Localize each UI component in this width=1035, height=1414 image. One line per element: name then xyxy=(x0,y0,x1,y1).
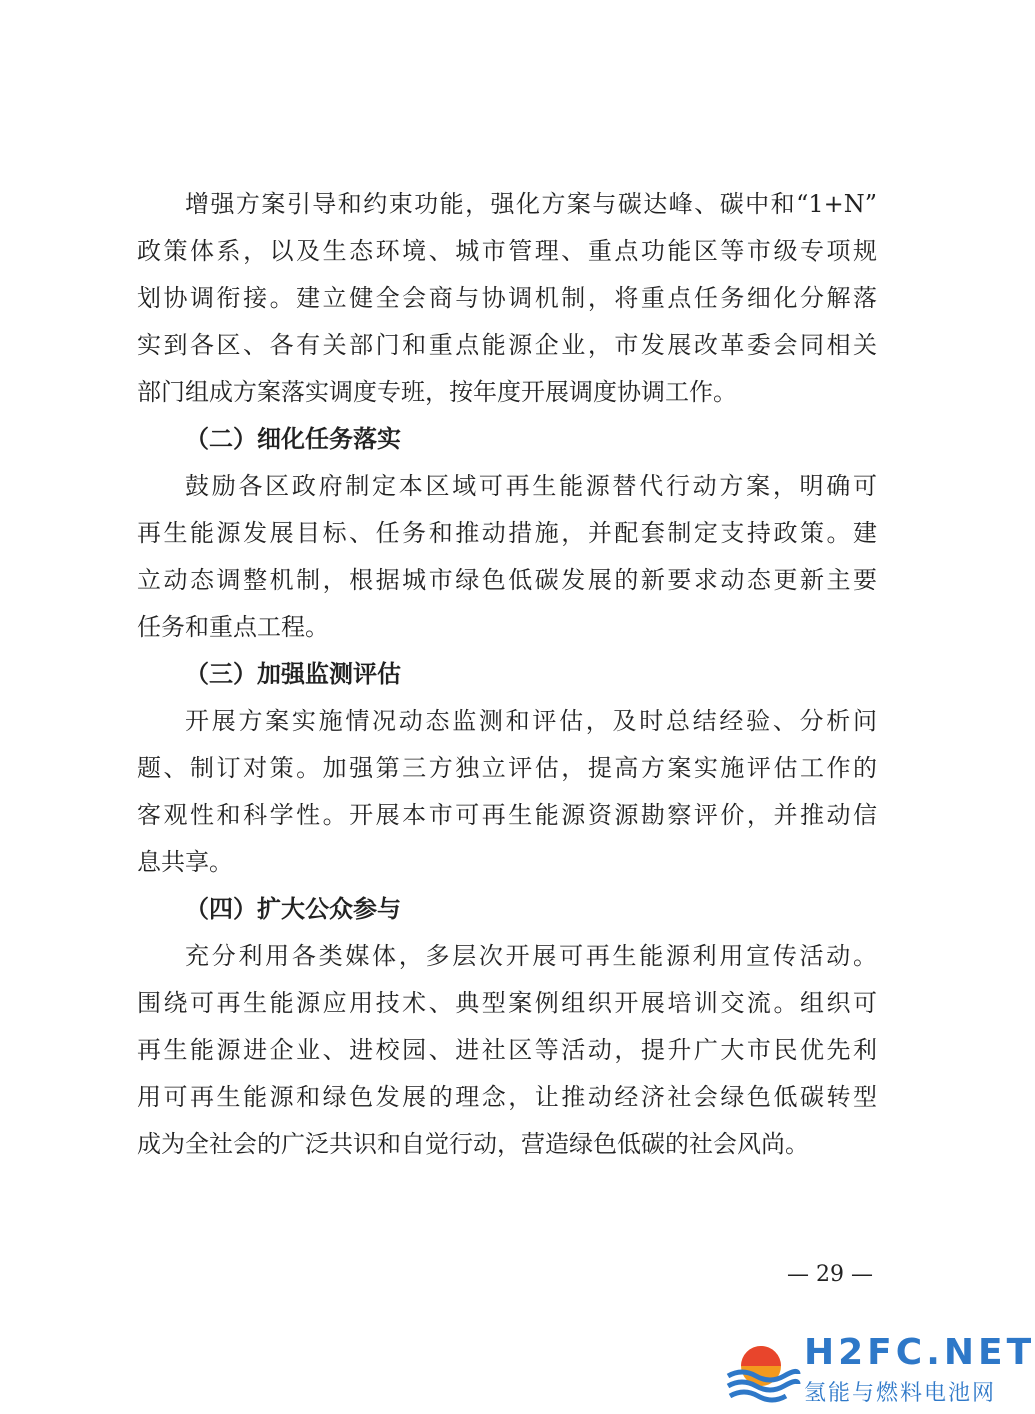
watermark-site-subtitle: 氢能与燃料电池网 xyxy=(804,1381,997,1406)
text-line: 充分利用各类媒体，多层次开展可再生能源利用宣传活动。 xyxy=(185,942,877,970)
text-line: 实到各区、各有关部门和重点能源企业，市发展改革委会同相关 xyxy=(137,331,877,359)
text-line: 划协调衔接。建立健全会商与协调机制，将重点任务细化分解落 xyxy=(137,284,877,312)
text-line: 鼓励各区政府制定本区域可再生能源替代行动方案，明确可 xyxy=(185,472,877,500)
text-line: 息共享。 xyxy=(137,848,233,876)
text-line: 再生能源进企业、进校园、进社区等活动，提升广大市民优先利 xyxy=(137,1036,877,1064)
sun-over-waves-logo-icon xyxy=(722,1330,800,1408)
text-line: 围绕可再生能源应用技术、典型案例组织开展培训交流。组织可 xyxy=(137,989,877,1017)
text-line: 政策体系，以及生态环境、城市管理、重点功能区等市级专项规 xyxy=(137,237,877,265)
text-line: 用可再生能源和绿色发展的理念，让推动经济社会绿色低碳转型 xyxy=(137,1083,877,1111)
section-heading: （二）细化任务落实 xyxy=(185,425,401,453)
text-line: 再生能源发展目标、任务和推动措施，并配套制定支持政策。建 xyxy=(137,519,877,547)
text-line: 开展方案实施情况动态监测和评估，及时总结经验、分析问 xyxy=(185,707,877,735)
text-line: 部门组成方案落实调度专班，按年度开展调度协调工作。 xyxy=(137,378,737,406)
text-line: 客观性和科学性。开展本市可再生能源资源勘察评价，并推动信 xyxy=(137,801,877,829)
section-heading: （四）扩大公众参与 xyxy=(185,895,401,923)
watermark-logo xyxy=(722,1330,1035,1410)
text-line: 任务和重点工程。 xyxy=(137,613,329,641)
page-number: — 29 — xyxy=(787,1262,873,1287)
text-line: 题、制订对策。加强第三方独立评估，提高方案实施评估工作的 xyxy=(137,754,877,782)
document-body xyxy=(137,181,877,1168)
section-heading: （三）加强监测评估 xyxy=(185,660,401,688)
text-line: 增强方案引导和约束功能，强化方案与碳达峰、碳中和“1+N” xyxy=(185,190,877,218)
text-line: 立动态调整机制，根据城市绿色低碳发展的新要求动态更新主要 xyxy=(137,566,877,594)
text-line: 成为全社会的广泛共识和自觉行动，营造绿色低碳的社会风尚。 xyxy=(137,1130,809,1158)
watermark-site-name: H2FC.NET xyxy=(804,1332,1035,1373)
